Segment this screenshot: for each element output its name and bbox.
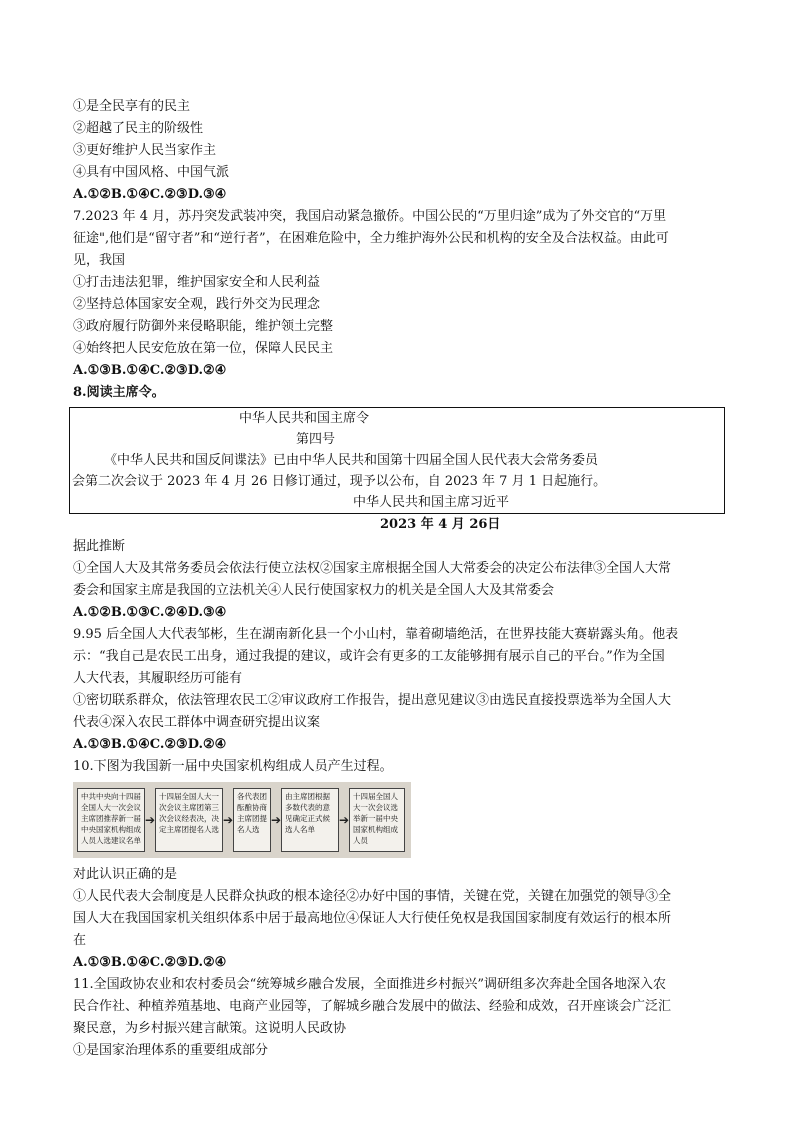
q7-stem-line-3: 见，我国	[73, 253, 126, 268]
decree-box	[69, 407, 725, 514]
q6-option-4: ④具有中国风格、中国气派	[73, 165, 230, 180]
flow-step-1: 中共中央向十四届全国人大一次会议主席团推荐新一届中央国家机构组成人员人选建议名单	[77, 788, 145, 852]
flow-step-5: 十四届全国人大一次会议选举新一届中央国家机构组成人员	[349, 788, 405, 852]
arrow-right-icon: ➔	[223, 813, 234, 827]
q7-option-2: ②坚持总体国家安全观，践行外交为民理念	[73, 297, 321, 312]
q6-answers: A.①②B.①④C.②③D.③④	[73, 187, 227, 202]
q7-option-3: ③政府履行防御外来侵略职能，维护领土完整	[73, 319, 334, 334]
process-flow-diagram	[73, 782, 411, 858]
q10-options-line-3: 在	[73, 933, 87, 948]
flow-step-4: 由主席团根据多数代表的意见确定正式候选人名单	[281, 788, 339, 852]
arrow-right-icon: ➔	[145, 813, 156, 827]
exam-page	[73, 96, 728, 1062]
q7-stem-line-1: 7.2023 年 4 月，苏丹突发武装冲突，我国启动紧急撤侨。中国公民的“万里归途”成为了外交官的“万里	[73, 209, 667, 224]
flow-step-3: 各代表团酝酿协商主席团提名人选	[233, 788, 271, 852]
decree-body-line-1: 《中华人民共和国反间谍法》已由中华人民共和国第十四届全国人民代表大会常务委员	[104, 453, 599, 468]
q8-infer: 据此推断	[73, 539, 126, 554]
q6-option-1: ①是全民享有的民主	[73, 99, 191, 114]
arrow-right-icon: ➔	[271, 813, 282, 827]
q10-stem: 10.下图为我国新一届中央国家机构组成人员产生过程。	[73, 759, 393, 774]
q6-option-3: ③更好维护人民当家作主	[73, 143, 217, 158]
decree-date: 2023 年 4 月 26日	[380, 517, 501, 532]
q9-answers: A.①③B.①④C.②③D.②④	[73, 737, 227, 752]
q8-options-line-1: ①全国人大及其常务委员会依法行使立法权②国家主席根据全国人大常委会的决定公布法律③全国人大常	[73, 561, 672, 576]
q7-option-4: ④始终把人民安危放在第一位，保障人民民主	[73, 341, 334, 356]
q9-stem-line-3: 人大代表，其履职经历可能有	[73, 671, 243, 686]
q10-judge: 对此认识正确的是	[73, 867, 178, 882]
q10-answers: A.①③B.①④C.②③D.②④	[73, 955, 227, 970]
q7-option-1: ①打击违法犯罪，维护国家安全和人民利益	[73, 275, 321, 290]
decree-signer: 中华人民共和国主席习近平	[353, 495, 510, 510]
q11-stem-line-2: 民合作社、种植养殖基地、电商产业园等，了解城乡融合发展中的做法、经验和成效，召开座谈会广泛汇	[73, 999, 672, 1014]
decree-title: 中华人民共和国主席令	[239, 411, 370, 426]
decree-body-line-2: 会第二次会议于 2023 年 4 月 26 日修订通过，现予以公布，自 2023 年 7 月 1 日起施行。	[72, 474, 607, 489]
q8-stem: 8.阅读主席令。	[73, 385, 165, 400]
q9-options-line-2: 代表④深入农民工群体中调查研究提出议案	[73, 715, 321, 730]
q7-stem-line-2: 征途",他们是“留守者”和“逆行者”，在困难危险中，全力维护海外公民和机构的安全及合法权益。由此可	[73, 231, 669, 246]
q6-option-2: ②超越了民主的阶级性	[73, 121, 204, 136]
flow-step-2: 十四届全国人大一次会议主席团第三次会议经表决，决定主席团提名人选	[155, 788, 223, 852]
q9-options-line-1: ①密切联系群众，依法管理农民工②审议政府工作报告，提出意见建议③由选民直接投票选举为全国人大	[73, 693, 672, 708]
arrow-right-icon: ➔	[339, 813, 350, 827]
q11-stem-line-3: 聚民意，为乡村振兴建言献策。这说明人民政协	[73, 1021, 347, 1036]
q10-options-line-1: ①人民代表大会制度是人民群众执政的根本途径②办好中国的事情，关键在党，关键在加强党的领导③全	[73, 889, 672, 904]
q8-options-line-2: 委会和国家主席是我国的立法机关④人民行使国家权力的机关是全国人大及其常委会	[73, 583, 555, 598]
q10-options-line-2: 国人大在我国国家机关组织体系中居于最高地位④保证人大行使任免权是我国国家制度有效运行的根本所	[73, 911, 672, 926]
q11-stem-line-1: 11.全国政协农业和农村委员会“统筹城乡融合发展，全面推进乡村振兴”调研组多次奔赴全国各地深入农	[73, 977, 666, 992]
q11-option-1: ①是国家治理体系的重要组成部分	[73, 1043, 269, 1058]
q7-answers: A.①③B.①④C.②③D.②④	[73, 363, 227, 378]
q9-stem-line-2: 示：“我自己是农民工出身，通过我提的建议，或许会有更多的工友能够拥有展示自己的平台。”作为全国	[73, 649, 665, 664]
q8-answers: A.①②B.①③C.②④D.③④	[73, 605, 227, 620]
q9-stem-line-1: 9.95 后全国人大代表邹彬，生在湖南新化县一个小山村，靠着砌墙绝活，在世界技能大赛崭露头角。他表	[73, 627, 679, 642]
decree-number: 第四号	[296, 432, 336, 447]
